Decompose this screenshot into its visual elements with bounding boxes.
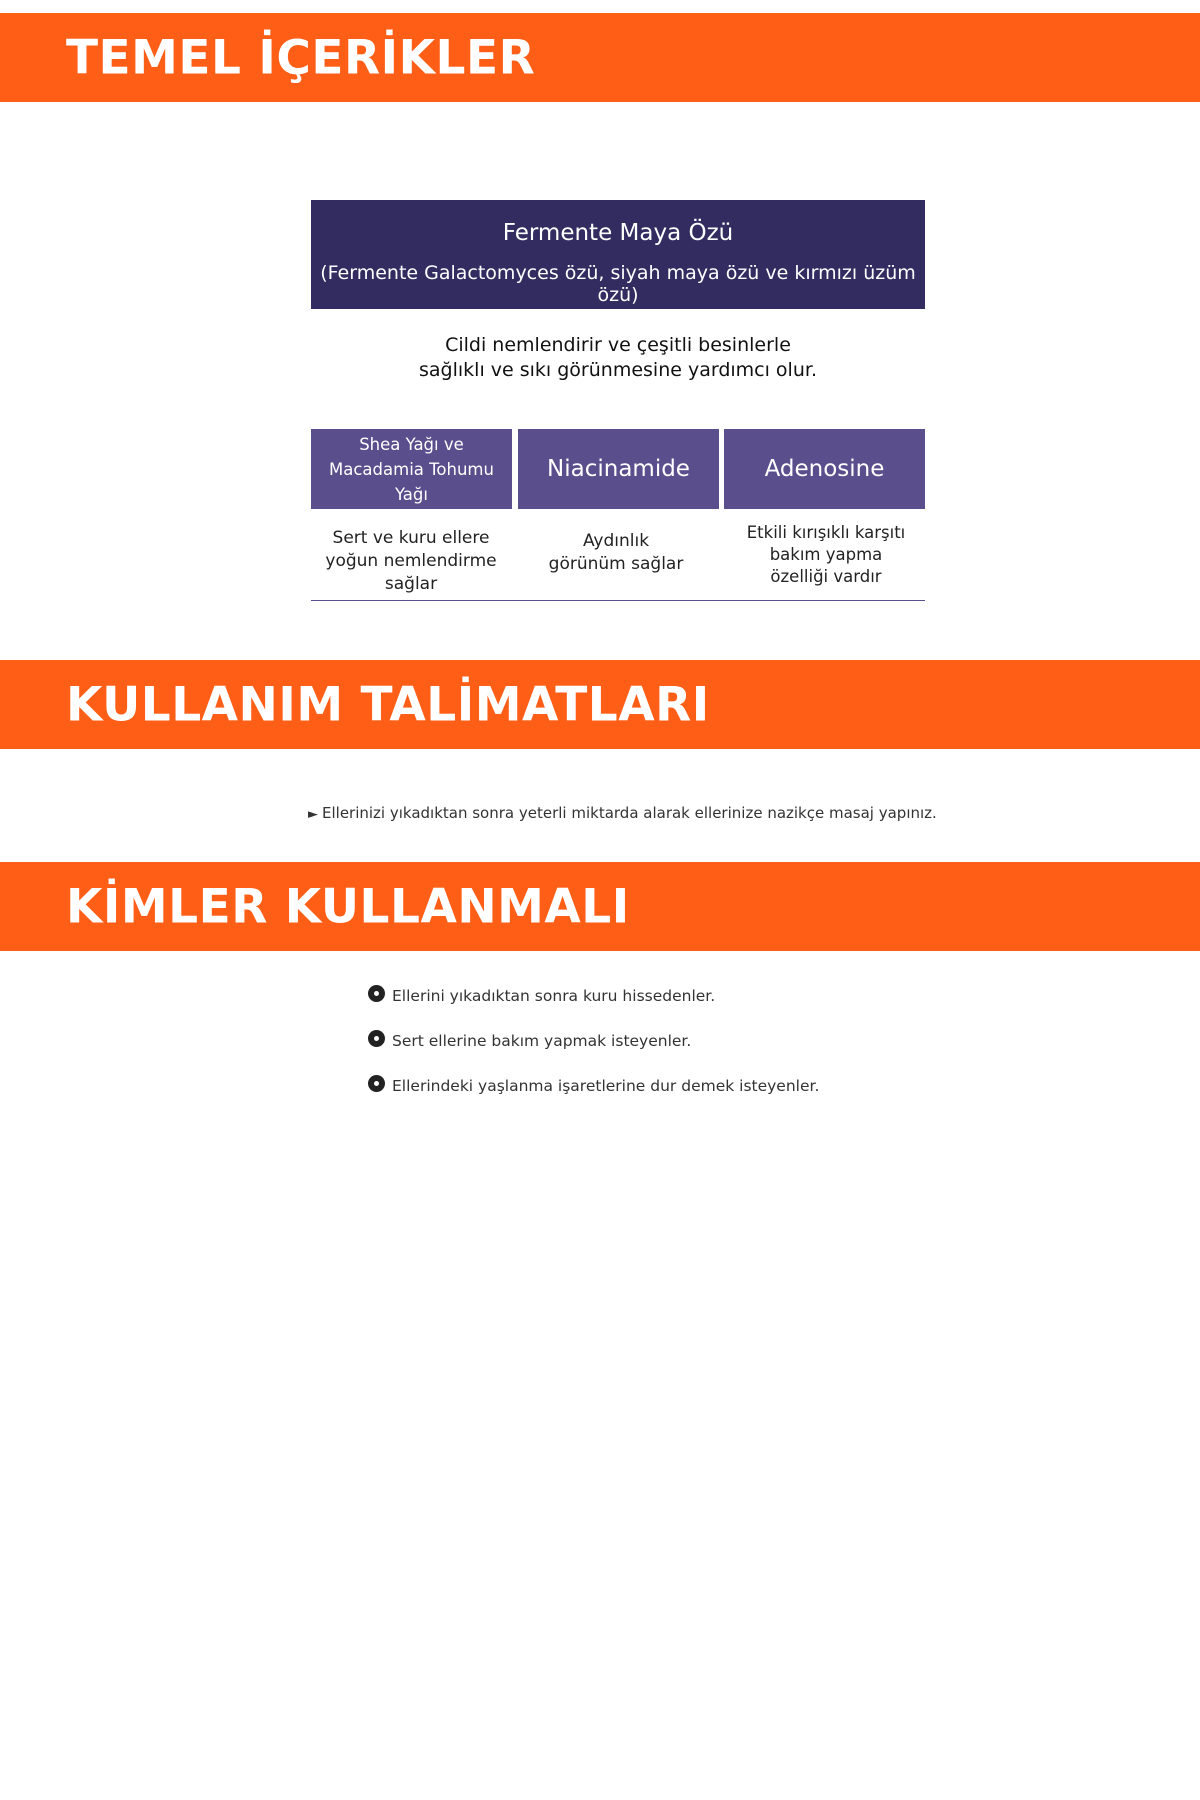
- arrow-right-icon: ►: [308, 807, 318, 822]
- bullet-dot-icon: [368, 1075, 385, 1092]
- section-title-key-ingredients: TEMEL İÇERİKLER: [66, 30, 536, 85]
- ingredient-description-shea: [305, 527, 517, 596]
- ingredient-desc-line: özelliği vardır: [770, 567, 882, 586]
- ingredient-description-niacinamide: [510, 530, 722, 576]
- bullet-dot-icon: [368, 985, 385, 1002]
- ingredient-name: Niacinamide: [547, 456, 690, 482]
- list-item-text: Ellerindeki yaşlanma işaretlerine dur demek isteyenler.: [392, 1077, 820, 1095]
- section-banner-key-ingredients: [0, 13, 1200, 102]
- hero-ingredient-box: [311, 200, 925, 309]
- ingredient-box-adenosine: [724, 429, 925, 509]
- hero-description-line-1: Cildi nemlendirir ve çeşitli besinlerle: [445, 334, 791, 356]
- ingredient-desc-line: Sert ve kuru ellere: [332, 528, 490, 548]
- ingredient-description-adenosine: [720, 522, 932, 588]
- usage-instruction: [308, 804, 937, 822]
- usage-instruction-text: Ellerinizi yıkadıktan sonra yeterli miktarda alarak ellerinize nazikçe masaj yapınız.: [322, 804, 937, 822]
- hero-title: Fermente Maya Özü: [502, 220, 734, 246]
- ingredient-box-shea: [311, 429, 512, 509]
- list-item-text: Sert ellerine bakım yapmak isteyenler.: [392, 1032, 692, 1050]
- bullet-dot-icon: [368, 1030, 385, 1047]
- hero-subtitle: (Fermente Galactomyces özü, siyah maya özü ve kırmızı üzüm özü): [320, 262, 916, 306]
- section-banner-usage: [0, 660, 1200, 749]
- ingredients-divider: [311, 600, 925, 601]
- hero-description: [311, 333, 925, 383]
- section-title-usage: KULLANIM TALİMATLARI: [66, 677, 710, 732]
- ingredient-desc-line: bakım yapma: [769, 545, 883, 564]
- ingredient-desc-line: görünüm sağlar: [548, 554, 684, 574]
- ingredient-desc-line: Etkili kırışıklı karşıtı: [746, 523, 906, 542]
- ingredient-box-niacinamide: [518, 429, 719, 509]
- ingredient-name-line-2: Macadamia Tohumu Yağı: [329, 459, 494, 504]
- list-item-text: Ellerini yıkadıktan sonra kuru hissedenler.: [392, 987, 716, 1005]
- ingredient-name: Adenosine: [764, 456, 885, 482]
- ingredient-desc-line: Aydınlık: [582, 531, 650, 551]
- ingredient-desc-line: yoğun nemlendirme sağlar: [325, 551, 497, 594]
- section-title-who: KİMLER KULLANMALI: [66, 879, 630, 934]
- section-banner-who: [0, 862, 1200, 951]
- ingredient-name-line-1: Shea Yağı ve: [359, 434, 464, 454]
- hero-description-line-2: sağlıklı ve sıkı görünmesine yardımcı olur.: [419, 359, 817, 381]
